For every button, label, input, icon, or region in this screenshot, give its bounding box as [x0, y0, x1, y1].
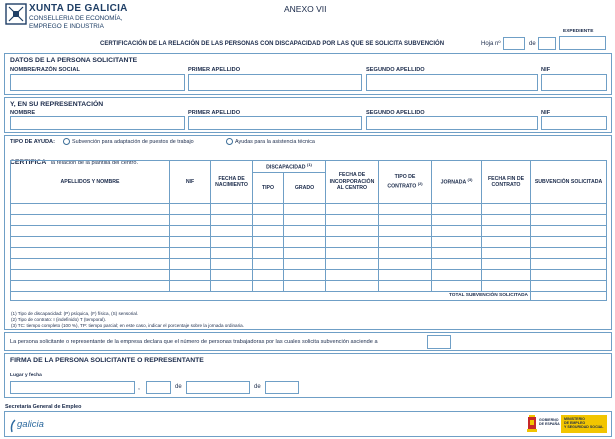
galicia-swoosh-icon [9, 419, 17, 433]
table-cell[interactable] [170, 259, 211, 270]
table-cell[interactable] [253, 248, 284, 259]
spain-emblem [527, 415, 537, 433]
representante-apellido2-label: SEGUNDO APELLIDO [366, 110, 425, 116]
firma-title: FIRMA DE LA PERSONA SOLICITANTE O REPRESENTANTE [10, 357, 204, 364]
col-apellidos: APELLIDOS Y NOMBRE [11, 161, 170, 204]
table-cell[interactable] [253, 237, 284, 248]
declaracion-count-field[interactable] [427, 335, 451, 349]
col-jornada-label: JORNADA [440, 180, 467, 187]
note-1: (1) Tipo de discapacidad: (P) psíquica, (F) física, (S) sensorial. [11, 311, 139, 316]
solicitante-apellido1-field[interactable] [188, 74, 362, 91]
table-row [11, 215, 607, 226]
table-cell[interactable] [170, 215, 211, 226]
table-cell[interactable] [326, 270, 379, 281]
table-row [11, 281, 607, 292]
expediente-label: EXPEDIENTE [563, 29, 594, 34]
solicitante-nombre-field[interactable] [10, 74, 185, 91]
expediente-field[interactable] [559, 36, 606, 50]
plantilla-table [10, 160, 607, 301]
table-cell[interactable] [379, 237, 432, 248]
table-cell[interactable] [253, 281, 284, 292]
ministerio-line-2: DE EMPLEO [564, 421, 586, 426]
lugar-fecha-label: Lugar y fecha [10, 373, 42, 378]
ayuda-label: TIPO DE AYUDA: [10, 139, 55, 145]
representante-title: Y, EN SU REPRESENTACIÓN [10, 101, 104, 108]
col-tipo-contrato-label: TIPO DE CONTRATO [387, 174, 417, 190]
certifica-rest: la relación de la plantilla del centro. [50, 160, 139, 166]
table-cell[interactable] [531, 215, 607, 226]
table-cell[interactable] [11, 248, 170, 259]
ayuda-asistencia-radio[interactable] [226, 138, 233, 145]
table-cell[interactable] [482, 237, 531, 248]
table-cell[interactable] [326, 226, 379, 237]
secretaria-label: Secretaría General de Empleo [5, 404, 82, 410]
table-cell[interactable] [170, 248, 211, 259]
table-cell[interactable] [482, 204, 531, 215]
representante-apellido2-field[interactable] [366, 116, 538, 130]
table-cell[interactable] [432, 226, 482, 237]
firma-section [4, 353, 612, 398]
table-cell[interactable] [211, 281, 253, 292]
coat-of-arms-icon [527, 415, 537, 433]
table-cell[interactable] [432, 204, 482, 215]
gobierno-line-1: GOBIERNO [539, 418, 559, 422]
table-row [11, 204, 607, 215]
certifica-section [4, 135, 612, 330]
col-tipo-contrato [379, 161, 432, 204]
sheet-number-field[interactable] [503, 37, 525, 50]
table-row [11, 259, 607, 270]
sheet-label: Hoja nº [481, 41, 501, 47]
galicia-logo-text: galicia [17, 419, 44, 430]
table-cell[interactable] [11, 204, 170, 215]
table-cell[interactable] [170, 270, 211, 281]
table-cell[interactable] [211, 237, 253, 248]
table-cell[interactable] [482, 259, 531, 270]
table-cell[interactable] [482, 226, 531, 237]
table-cell[interactable] [326, 281, 379, 292]
table-cell[interactable] [482, 248, 531, 259]
table-cell[interactable] [482, 270, 531, 281]
table-cell[interactable] [379, 259, 432, 270]
solicitante-nif-field[interactable] [541, 74, 607, 91]
table-cell[interactable] [253, 215, 284, 226]
col-jornada [432, 161, 482, 204]
table-row [11, 270, 607, 281]
lugar-comma: , [138, 384, 140, 391]
table-cell[interactable] [531, 259, 607, 270]
table-cell[interactable] [284, 226, 326, 237]
table-cell[interactable] [11, 215, 170, 226]
table-cell[interactable] [326, 259, 379, 270]
gobierno-line-2: DE ESPAÑA [539, 422, 560, 427]
table-cell[interactable] [284, 270, 326, 281]
ayuda-adaptacion-radio[interactable] [63, 138, 70, 145]
col-tipo-contrato-note: (2) [417, 180, 423, 186]
table-cell[interactable] [326, 204, 379, 215]
table-cell[interactable] [11, 259, 170, 270]
solicitante-nif-label: NIF [541, 67, 551, 73]
table-cell[interactable] [379, 270, 432, 281]
solicitante-title: DATOS DE LA PERSONA SOLICITANTE [10, 57, 138, 64]
table-cell[interactable] [531, 281, 607, 292]
total-value-cell[interactable] [531, 292, 607, 301]
table-cell[interactable] [170, 204, 211, 215]
table-cell[interactable] [432, 259, 482, 270]
table-cell[interactable] [326, 215, 379, 226]
col-fecha-incorporacion: FECHA DE INCORPORACIÓN AL CENTRO [326, 161, 379, 204]
table-cell[interactable] [432, 248, 482, 259]
table-cell[interactable] [379, 204, 432, 215]
col-disc-tipo: TIPO [253, 173, 284, 204]
table-cell[interactable] [211, 270, 253, 281]
table-cell[interactable] [482, 281, 531, 292]
table-cell[interactable] [432, 270, 482, 281]
table-cell[interactable] [211, 215, 253, 226]
ayuda-asistencia-label: Ayudas para la asistencia técnica [235, 139, 315, 145]
declaracion-section [4, 332, 612, 351]
table-cell[interactable] [531, 204, 607, 215]
table-cell[interactable] [284, 259, 326, 270]
table-cell[interactable] [170, 281, 211, 292]
table-cell[interactable] [284, 248, 326, 259]
note-2: (2) Tipo de contrato: I (indefinido) T (temporal). [11, 317, 107, 322]
table-cell[interactable] [211, 204, 253, 215]
table-cell[interactable] [432, 281, 482, 292]
table-cell[interactable] [326, 248, 379, 259]
table-cell[interactable] [379, 226, 432, 237]
table-cell[interactable] [211, 226, 253, 237]
de-label-1: de [175, 384, 182, 390]
de-label-2: de [254, 384, 261, 390]
table-cell[interactable] [432, 237, 482, 248]
dept-line-1: CONSELLERIA DE ECONOMÍA, [29, 15, 123, 22]
ministerio-badge [561, 415, 607, 433]
table-row [11, 248, 607, 259]
gobierno-label [539, 418, 560, 426]
table-cell[interactable] [284, 215, 326, 226]
ayuda-adaptacion-label: Subvención para adaptación de puestos de trabajo [72, 139, 194, 145]
sheet-total-field[interactable] [538, 37, 556, 50]
table-cell[interactable] [326, 237, 379, 248]
note-3: (3) TC: tiempo completo (100 %), TP: tiempo parcial; en este caso, indicar el porcentaje sobre la jornada ordinaria. [11, 323, 244, 328]
dept-line-2: EMPREGO E INDUSTRIA [29, 23, 104, 30]
col-subvencion: SUBVENCIÓN SOLICITADA [531, 161, 607, 204]
table-cell[interactable] [379, 248, 432, 259]
table-cell[interactable] [11, 237, 170, 248]
col-disc-grado: GRADO [284, 173, 326, 204]
table-cell[interactable] [253, 204, 284, 215]
table-cell[interactable] [531, 226, 607, 237]
representante-apellido1-label: PRIMER APELLIDO [188, 110, 241, 116]
galicia-logo [9, 416, 69, 434]
col-discapacidad-label: DISCAPACIDAD [266, 164, 306, 171]
table-cell[interactable] [432, 215, 482, 226]
representante-nombre-label: NOMBRE [10, 110, 36, 116]
table-cell[interactable] [531, 270, 607, 281]
xunta-logo [5, 3, 27, 25]
table-cell[interactable] [284, 281, 326, 292]
certifica-bold: CERTIFICA [10, 159, 47, 166]
col-discapacidad-note: (1) [306, 161, 312, 167]
representante-nombre-field[interactable] [10, 116, 185, 130]
ministerio-line-1: MINISTERIO [564, 417, 585, 421]
form-title: CERTIFICACIÓN DE LA RELACIÓN DE LAS PERSONAS CON DISCAPACIDAD POR LAS QUE SE SOLICITA SUBVENCIÓN [100, 41, 445, 47]
table-cell[interactable] [211, 248, 253, 259]
table-cell[interactable] [531, 248, 607, 259]
total-label: TOTAL SUBVENCIÓN SOLICITADA [11, 292, 531, 301]
mes-field[interactable] [186, 381, 250, 394]
table-cell[interactable] [284, 204, 326, 215]
table-cell[interactable] [211, 259, 253, 270]
col-jornada-note: (3) [467, 177, 473, 183]
ministerio-line-3: Y SEGURIDAD SOCIAL [564, 425, 604, 430]
solicitante-apellido1-label: PRIMER APELLIDO [188, 67, 241, 73]
dia-field[interactable] [146, 381, 171, 394]
sheet-of-label: de [529, 41, 536, 47]
representante-nif-label: NIF [541, 110, 551, 116]
table-cell[interactable] [11, 281, 170, 292]
table-cell[interactable] [482, 215, 531, 226]
footer-bar [4, 411, 612, 437]
org-name: XUNTA DE GALICIA [29, 3, 128, 14]
representante-nif-field[interactable] [541, 116, 607, 130]
col-nif: NIF [170, 161, 211, 204]
table-cell[interactable] [253, 226, 284, 237]
lugar-field[interactable] [10, 381, 135, 394]
solicitante-section [4, 53, 612, 95]
table-row [11, 226, 607, 237]
col-fecha-nacimiento: FECHA DE NACIMIENTO [211, 161, 253, 204]
col-discapacidad [253, 161, 326, 173]
table-cell[interactable] [531, 237, 607, 248]
table-cell[interactable] [170, 237, 211, 248]
table-cell[interactable] [253, 270, 284, 281]
declaracion-text: La persona solicitante o representante de la empresa declara que el número de personas trabajadoras por las cuales solicita subvención asciende a [10, 339, 378, 345]
annex-label: ANEXO VII [284, 4, 327, 14]
anio-field[interactable] [265, 381, 299, 394]
table-cell[interactable] [11, 270, 170, 281]
solicitante-apellido2-label: SEGUNDO APELLIDO [366, 67, 425, 73]
solicitante-apellido2-field[interactable] [366, 74, 538, 91]
table-cell[interactable] [379, 281, 432, 292]
xunta-emblem-icon [5, 3, 27, 25]
representante-section [4, 97, 612, 133]
table-cell[interactable] [170, 226, 211, 237]
table-cell[interactable] [284, 237, 326, 248]
table-cell[interactable] [253, 259, 284, 270]
col-fecha-fin: FECHA FIN DE CONTRATO [482, 161, 531, 204]
solicitante-nombre-label: NOMBRE/RAZÓN SOCIAL [10, 67, 80, 73]
table-row [11, 237, 607, 248]
table-cell[interactable] [379, 215, 432, 226]
table-cell[interactable] [11, 226, 170, 237]
representante-apellido1-field[interactable] [188, 116, 362, 130]
